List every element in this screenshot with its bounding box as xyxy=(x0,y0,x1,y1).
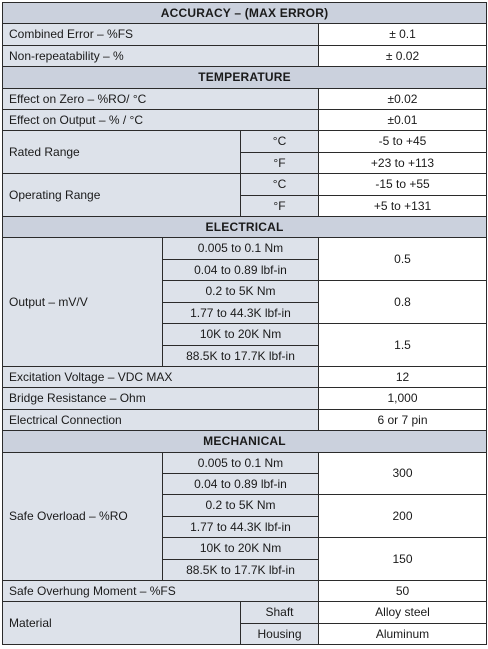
output-value: 1.5 xyxy=(319,324,487,367)
material-shaft-value: Alloy steel xyxy=(319,602,487,623)
output-range-imperial: 88.5K to 17.7K lbf-in xyxy=(163,345,319,366)
overload-range-metric: 0.2 to 5K Nm xyxy=(163,495,319,516)
output-range-imperial: 0.04 to 0.89 lbf-in xyxy=(163,259,319,280)
excitation-label: Excitation Voltage – VDC MAX xyxy=(3,366,319,387)
table-row xyxy=(3,602,487,623)
combined-error-label: Combined Error – %FS xyxy=(3,24,319,45)
table-row xyxy=(3,24,487,45)
bridge-resistance-value: 1,000 xyxy=(319,388,487,409)
overload-range-imperial: 0.04 to 0.89 lbf-in xyxy=(163,473,319,494)
operating-range-c-value: -15 to +55 xyxy=(319,174,487,195)
table-row xyxy=(3,174,487,195)
output-range-metric: 0.005 to 0.1 Nm xyxy=(163,238,319,259)
table-row xyxy=(3,45,487,66)
table-row xyxy=(3,388,487,409)
overload-value: 200 xyxy=(319,495,487,538)
effect-zero-value: ±0.02 xyxy=(319,88,487,109)
output-value: 0.8 xyxy=(319,281,487,324)
effect-output-label: Effect on Output – % / °C xyxy=(3,110,319,131)
rated-range-c-unit: °C xyxy=(241,131,319,152)
material-shaft-label: Shaft xyxy=(241,602,319,623)
effect-output-value: ±0.01 xyxy=(319,110,487,131)
table-row xyxy=(3,131,487,152)
combined-error-value: ± 0.1 xyxy=(319,24,487,45)
output-range-metric: 0.2 to 5K Nm xyxy=(163,281,319,302)
overload-value: 300 xyxy=(319,452,487,495)
electrical-connection-value: 6 or 7 pin xyxy=(319,409,487,430)
non-repeatability-label: Non-repeatability – % xyxy=(3,45,319,66)
overload-range-imperial: 88.5K to 17.7K lbf-in xyxy=(163,559,319,580)
table-row xyxy=(3,452,487,473)
rated-range-label: Rated Range xyxy=(3,131,241,174)
operating-range-label: Operating Range xyxy=(3,174,241,217)
table-row xyxy=(3,580,487,601)
rated-range-c-value: -5 to +45 xyxy=(319,131,487,152)
safe-overhung-label: Safe Overhung Moment – %FS xyxy=(3,580,319,601)
table-row xyxy=(3,88,487,109)
section-header-mechanical: MECHANICAL xyxy=(3,431,487,452)
operating-range-f-unit: °F xyxy=(241,195,319,216)
table-row xyxy=(3,409,487,430)
effect-zero-label: Effect on Zero – %RO/ °C xyxy=(3,88,319,109)
table-row xyxy=(3,238,487,259)
section-header-row xyxy=(3,217,487,238)
material-housing-value: Aluminum xyxy=(319,623,487,644)
bridge-resistance-label: Bridge Resistance – Ohm xyxy=(3,388,319,409)
output-range-metric: 10K to 20K Nm xyxy=(163,324,319,345)
table-row xyxy=(3,110,487,131)
safe-overhung-value: 50 xyxy=(319,580,487,601)
table-row xyxy=(3,366,487,387)
specification-table xyxy=(2,2,487,645)
safe-overload-label: Safe Overload – %RO xyxy=(3,452,163,580)
excitation-value: 12 xyxy=(319,366,487,387)
overload-range-imperial: 1.77 to 44.3K lbf-in xyxy=(163,516,319,537)
output-label: Output – mV/V xyxy=(3,238,163,366)
overload-range-metric: 0.005 to 0.1 Nm xyxy=(163,452,319,473)
section-header-temperature: TEMPERATURE xyxy=(3,67,487,88)
operating-range-c-unit: °C xyxy=(241,174,319,195)
section-header-electrical: ELECTRICAL xyxy=(3,217,487,238)
section-header-row xyxy=(3,431,487,452)
electrical-connection-label: Electrical Connection xyxy=(3,409,319,430)
rated-range-f-value: +23 to +113 xyxy=(319,152,487,173)
overload-range-metric: 10K to 20K Nm xyxy=(163,538,319,559)
section-header-accuracy: ACCURACY – (MAX ERROR) xyxy=(3,3,487,24)
material-housing-label: Housing xyxy=(241,623,319,644)
rated-range-f-unit: °F xyxy=(241,152,319,173)
output-range-imperial: 1.77 to 44.3K lbf-in xyxy=(163,302,319,323)
output-value: 0.5 xyxy=(319,238,487,281)
material-label: Material xyxy=(3,602,241,645)
overload-value: 150 xyxy=(319,538,487,581)
section-header-row xyxy=(3,67,487,88)
section-header-row xyxy=(3,3,487,24)
non-repeatability-value: ± 0.02 xyxy=(319,45,487,66)
operating-range-f-value: +5 to +131 xyxy=(319,195,487,216)
